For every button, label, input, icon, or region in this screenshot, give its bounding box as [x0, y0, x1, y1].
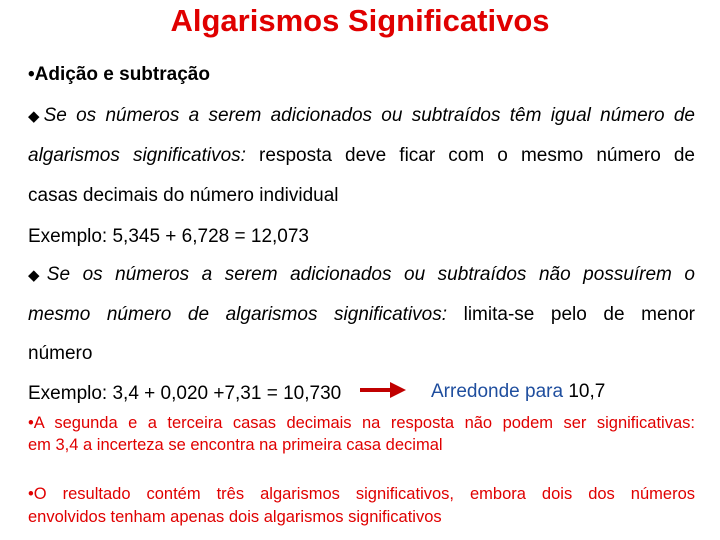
rule2-italic-1: Se os números a serem adicionados ou subtraídos não possuírem o	[46, 264, 695, 285]
rule1-italic-2: algarismos significativos:	[28, 145, 246, 166]
note2-line2: envolvidos tenham apenas dois algarismos significativos	[28, 508, 442, 526]
note1-bullet: •	[28, 414, 34, 432]
rule1-line3: casas decimais do número individual	[28, 185, 339, 206]
section-heading	[28, 64, 210, 86]
right-arrow-icon	[360, 380, 410, 400]
note2-line1	[28, 485, 695, 504]
note2-text-1: O resultado contém três algarismos significativos, embora dois dos números	[33, 485, 695, 503]
note1-text-1: A segunda e a terceira casas decimais na resposta não podem ser significativas:	[33, 414, 695, 432]
diamond-bullet-icon: ◆	[28, 267, 47, 284]
section-bullet: •	[28, 64, 35, 85]
note2-bullet: •	[28, 485, 34, 503]
rounding-result	[431, 381, 605, 403]
rule2-line3: número	[28, 343, 93, 364]
rule2-line2	[28, 304, 695, 326]
rule1-plain-2: resposta deve ficar com o mesmo número de	[245, 145, 695, 166]
rounding-prefix: Arredonde para	[431, 381, 564, 402]
diamond-bullet-icon: ◆	[28, 108, 44, 125]
slide-title: Algarismos Significativos	[170, 3, 550, 38]
note1-line2: em 3,4 a incerteza se encontra na primeira casa decimal	[28, 436, 443, 454]
rule2-plain-2: limita-se pelo de menor	[447, 304, 695, 325]
example-2: Exemplo: 3,4 + 0,020 +7,31 = 10,730	[28, 383, 342, 404]
rounding-value: 10,7	[563, 381, 606, 402]
rule2-italic-2: mesmo número de algarismos significativos:	[28, 304, 448, 325]
section-label: Adição e subtração	[34, 64, 210, 85]
rule1-line2	[28, 145, 695, 167]
rule1-line1	[28, 105, 695, 127]
note1-line1	[28, 414, 695, 433]
rule2-line1	[28, 264, 695, 286]
example-1: Exemplo: 5,345 + 6,728 = 12,073	[28, 226, 309, 247]
rule1-italic-1: Se os números a serem adicionados ou subtraídos têm igual número de	[43, 105, 695, 126]
